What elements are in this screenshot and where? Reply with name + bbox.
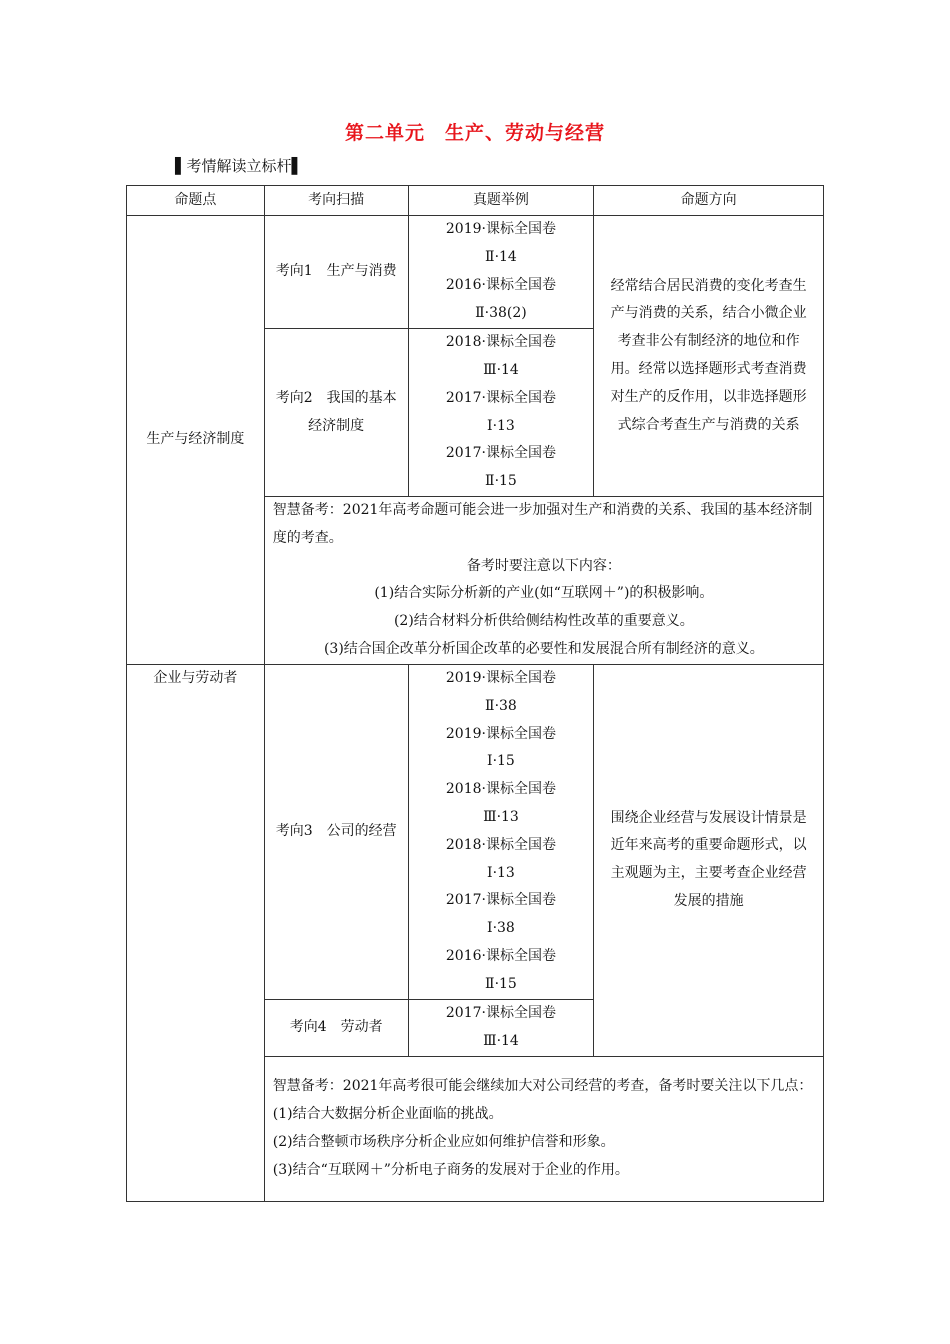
tip-line: 智慧备考：2021年高考命题可能会进一步加强对生产和消费的关系、我国的基本经济制度的考查。 <box>272 502 813 546</box>
example-line: 2019·课标全国卷 <box>445 725 556 742</box>
exam-tip-cell <box>264 497 823 665</box>
example-line: 2016·课标全国卷 <box>445 277 556 293</box>
header-cell: 命题方向 <box>594 186 824 216</box>
example-line: Ⅱ·15 <box>485 975 517 992</box>
example-line: 2017·课标全国卷 <box>445 892 556 909</box>
table-row <box>127 664 824 999</box>
topic-point-cell: 生产与经济制度 <box>127 216 265 665</box>
exam-analysis-table <box>126 185 824 1202</box>
example-line: Ⅱ·38(2) <box>475 304 527 321</box>
question-direction-cell: 围绕企业经营与发展设计情景是近年来高考的重要命题形式，以主观题为主，主要考查企业经营发展的措施 <box>594 664 824 1056</box>
example-line: 2019·课标全国卷 <box>445 670 556 686</box>
section-header: ▌考情解读立标杆▌ <box>175 157 304 175</box>
examples-cell <box>408 664 594 999</box>
example-line: 2018·课标全国卷 <box>445 836 556 853</box>
example-line: 2019·课标全国卷 <box>445 221 556 238</box>
header-cell: 命题点 <box>127 186 265 216</box>
examples-cell <box>408 329 594 497</box>
topic-direction-cell: 考向3 公司的经营 <box>264 664 408 999</box>
tip-line: (3)结合国企改革分析国企改革的必要性和发展混合所有制经济的意义。 <box>323 640 764 657</box>
page-title: 第二单元 生产、劳动与经营 <box>344 122 605 144</box>
table-row <box>127 216 824 329</box>
example-line: Ⅰ·38 <box>487 920 515 937</box>
tip-line: (3)结合“互联网＋”分析电子商务的发展对于企业的作用。 <box>272 1161 629 1178</box>
example-line: 2017·课标全国卷 <box>445 1004 556 1021</box>
exam-tip-cell <box>264 1056 823 1201</box>
example-line: 2017·课标全国卷 <box>445 445 556 462</box>
question-direction-cell: 经常结合居民消费的变化考查生产与消费的关系，结合小微企业考查非公有制经济的地位和作用。经常以选择题形式考查消费对生产的反作用，以非选择题形式综合考查生产与消费的关系 <box>594 216 824 497</box>
example-line: 2018·课标全国卷 <box>445 781 556 798</box>
example-line: Ⅱ·38 <box>485 697 517 714</box>
header-cell: 真题举例 <box>408 186 594 216</box>
topic-direction-cell: 考向1 生产与消费 <box>264 216 408 329</box>
tip-line: (1)结合实际分析新的产业(如“互联网＋”)的积极影响。 <box>374 585 714 602</box>
header-cell: 考向扫描 <box>264 186 408 216</box>
example-line: Ⅱ·15 <box>485 473 517 490</box>
example-line: Ⅲ·14 <box>483 1032 519 1049</box>
topic-point-cell: 企业与劳动者 <box>127 664 265 1201</box>
topic-direction-cell: 考向2 我国的基本经济制度 <box>264 329 408 497</box>
examples-cell <box>408 216 594 329</box>
example-line: 2016·课标全国卷 <box>445 947 556 964</box>
topic-direction-cell: 考向4 劳动者 <box>264 999 408 1056</box>
tip-line: (1)结合大数据分析企业面临的挑战。 <box>272 1105 503 1122</box>
example-line: Ⅱ·14 <box>485 249 517 266</box>
example-line: Ⅲ·14 <box>483 361 519 378</box>
header-row <box>127 186 824 216</box>
tip-line: (2)结合整顿市场秩序分析企业应如何维护信誉和形象。 <box>272 1133 615 1150</box>
example-line: Ⅰ·13 <box>487 417 515 434</box>
tip-line: (2)结合材料分析供给侧结构性改革的重要意义。 <box>393 613 694 630</box>
example-line: 2018·课标全国卷 <box>445 334 556 351</box>
example-line: Ⅰ·15 <box>487 753 515 770</box>
examples-cell <box>408 999 594 1056</box>
tip-line: 备考时要注意以下内容： <box>466 557 621 574</box>
example-line: Ⅰ·13 <box>487 864 515 881</box>
example-line: Ⅲ·13 <box>483 808 519 825</box>
tip-line: 智慧备考：2021年高考很可能会继续加大对公司经营的考查，备考时要关注以下几点： <box>272 1078 813 1095</box>
example-line: 2017·课标全国卷 <box>445 389 556 406</box>
